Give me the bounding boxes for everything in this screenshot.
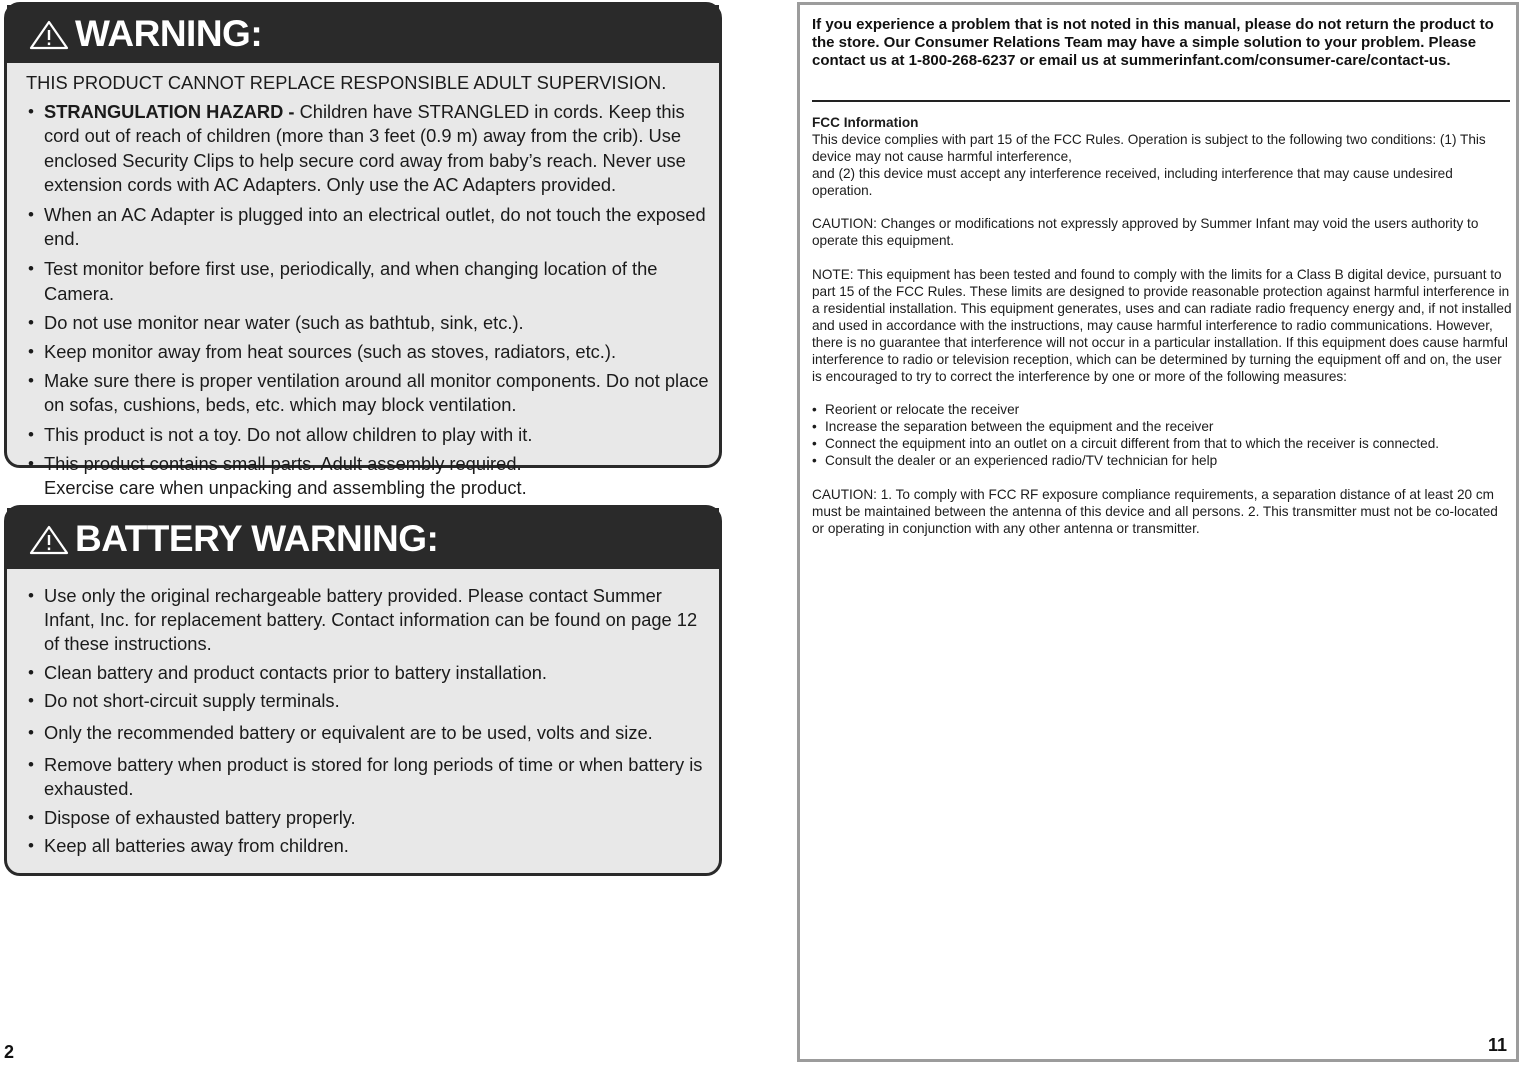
list-item [26, 452, 713, 500]
small-parts-text: This product contains small parts. Adult assembly required. [44, 452, 522, 474]
list-item [26, 100, 713, 197]
battery-warning-body [7, 569, 719, 858]
list-item: • Dispose of exhausted battery properly. [26, 806, 713, 830]
fcc-heading: FCC Information [812, 115, 919, 130]
fcc-information [812, 115, 1512, 538]
list-item: • Only the recommended battery or equivalent are to be used, volts and size. [26, 721, 713, 745]
fcc-measures-list [812, 402, 1512, 470]
list-item: • Reorient or relocate the receiver [812, 402, 1512, 419]
fcc-intro: This device complies with part 15 of the FCC Rules. Operation is subject to the following two conditions: (1) This device may not cause harmful interference, [812, 131, 1486, 164]
warning-triangle-icon [29, 525, 69, 555]
list-item: • Consult the dealer or an experienced radio/TV technician for help [812, 453, 1512, 470]
battery-warning-list [7, 584, 719, 858]
warning-triangle-icon [29, 20, 69, 50]
list-item: • Keep monitor away from heat sources (such as stoves, radiators, etc.). [26, 340, 713, 364]
fcc-rf-caution: CAUTION: 1. To comply with FCC RF exposure compliance requirements, a separation distance of at least 20 cm must be maintained between the antenna of this device and all persons. 2. This transmitter must not be co-located or operating in conjunction with any other antenna or transmitter. [812, 486, 1498, 536]
fcc-caution: CAUTION: Changes or modifications not expressly approved by Summer Infant may void the users authority to operate this equipment. [812, 216, 1479, 249]
assembly-care-text: Exercise care when unpacking and assembling the product. [44, 477, 527, 499]
list-item: • Remove battery when product is stored for long periods of time or when battery is exhausted. [26, 753, 713, 801]
list-item: • Do not use monitor near water (such as bathtub, sink, etc.). [26, 311, 713, 335]
consumer-contact-note: If you experience a problem that is not noted in this manual, please do not return the product to the store. Our Consumer Relations Team may have a simple solution to your problem. Please contact us at 1-800-268-6237 or email us at summerinfant.com/consumer-care/contact-us. [812, 16, 1494, 69]
supervision-statement: THIS PRODUCT CANNOT REPLACE RESPONSIBLE ADULT SUPERVISION. [26, 72, 667, 93]
list-item: • Keep all batteries away from children. [26, 834, 713, 858]
strangulation-hazard-text: Children have STRANGLED in cords. Keep this cord out of reach of children (more than 3 feet (0.9 m) away from the crib). Use enclosed Security Clips to help secure cord away from baby’s reach. Never use extension cords with AC Adapters. Only use the AC Adapters provided. [44, 101, 686, 195]
list-item: • Use only the original rechargeable battery provided. Please contact Summer Infant, Inc. for replacement battery. Contact information can be found on page 12 of these instructions. [26, 584, 713, 657]
battery-warning-box [4, 505, 722, 876]
list-item: • When an AC Adapter is plugged into an electrical outlet, do not touch the exposed end. [26, 203, 713, 251]
battery-warning-header [7, 508, 719, 569]
warning-header [7, 5, 719, 63]
strangulation-hazard-label: STRANGULATION HAZARD - [44, 101, 295, 123]
fcc-intro-conditions: and (2) this device must accept any interference received, including interference that may cause undesired operation. [812, 165, 1453, 198]
list-item: • Test monitor before first use, periodically, and when changing location of the Camera. [26, 257, 713, 305]
list-item: • Clean battery and product contacts prior to battery installation. [26, 661, 713, 685]
list-item: • Increase the separation between the equipment and the receiver [812, 419, 1512, 436]
warning-body [7, 63, 719, 500]
list-item: • Do not short-circuit supply terminals. [26, 689, 713, 713]
warning-list [7, 100, 719, 500]
battery-warning-title: BATTERY WARNING: [75, 517, 439, 559]
warning-title: WARNING: [75, 13, 263, 54]
warning-box [4, 2, 722, 499]
divider [812, 100, 1510, 102]
fcc-note: NOTE: This equipment has been tested and found to comply with the limits for a Class B digital device, pursuant to part 15 of the FCC Rules. These limits are designed to provide reasonable protection against harmful interference in a residential installation. This equipment generates, uses and can radiate radio frequency energy and, if not installed and used in accordance with the instructions, may cause harmful interference to radio communications. However, there is no guarantee that interference will not occur in a particular installation. If this equipment does cause harmful interference to radio or television reception, which can be determined by turning the equipment off and on, the user is encouraged to try to correct the interference by one or more of the following measures: [812, 267, 1512, 384]
list-item: • This product is not a toy. Do not allow children to play with it. [26, 423, 713, 447]
list-item: • Make sure there is proper ventilation around all monitor components. Do not place on sofas, cushions, beds, etc. which may block ventilation. [26, 369, 713, 417]
page-number: 11 [1487, 1035, 1507, 1055]
list-item: • Connect the equipment into an outlet on a circuit different from that to which the receiver is connected. [812, 436, 1512, 453]
page-number: 2 [4, 1042, 15, 1062]
right-page [797, 2, 1519, 1062]
